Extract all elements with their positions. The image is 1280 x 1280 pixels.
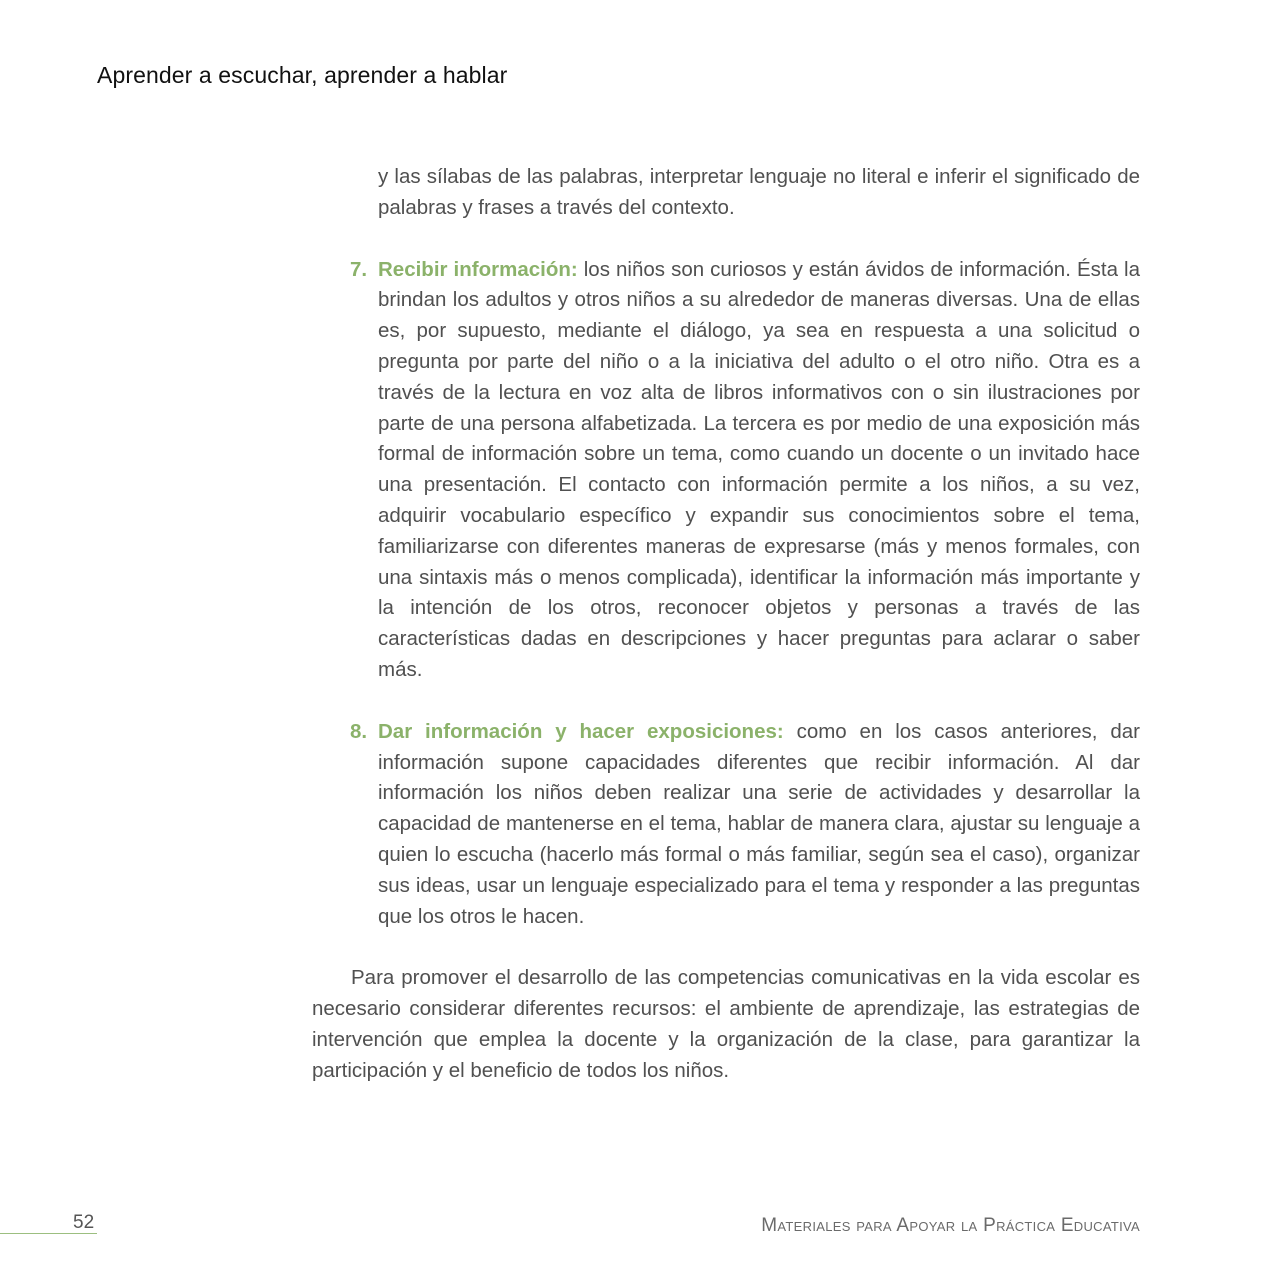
list-text: los niños son curiosos y están ávidos de información. Ésta la brindan los adultos y otros niños a su alrededor de maneras diversas. Una de ellas es, por supuesto, mediante el diálogo, ya sea en respuesta a una solicitud o pregunta por parte del niño o a la iniciativa del adulto o el otro niño. Otra es a través de la lectura en voz alta de libros informativos con o sin ilustraciones por parte de una persona alfabetizada. La tercera es por medio de una exposición más formal de información sobre un tema, como cuando un docente o un invitado hace una presentación. El contacto con información permite a los niños, a su vez, adquirir vocabulario específico y expandir sus conocimientos sobre el tema, familiarizarse con diferentes maneras de expresarse (más y menos formales, con una sintaxis más o menos complicada), identificar la información más importante y la intención de los otros, reconocer objetos y personas a través de las características dadas en descripciones y hacer preguntas para aclarar o saber más. (378, 257, 1140, 681)
list-item-8 (312, 717, 1140, 933)
list-number: 7. (350, 257, 368, 281)
list-text: como en los casos anteriores, dar información supone capacidades diferentes que recibir información. Al dar información los niños deben realizar una serie de actividades y desarrollar la capacidad de mantenerse en el tema, hablar de manera clara, ajustar su lenguaje a quien lo escucha (hacerlo más formal o más familiar, según sea el caso), organizar sus ideas, usar un lenguaje especializado para el tema y responder a las preguntas que los otros le hacen. (378, 719, 1140, 928)
page-content (312, 162, 1140, 1087)
list-term: Dar información y hacer exposiciones: (378, 719, 784, 743)
list-term: Recibir información: (378, 257, 578, 281)
list-number: 8. (350, 719, 368, 743)
footer-series-title: Materiales para Apoyar la Práctica Educativa (761, 1215, 1140, 1236)
list-item-7 (312, 255, 1140, 686)
closing-paragraph: Para promover el desarrollo de las competencias comunicativas en la vida escolar es necesario considerar diferentes recursos: el ambiente de aprendizaje, las estrategias de intervención que emplea la docente y la organización de la clase, para garantizar la participación y el beneficio de todos los niños. (312, 966, 1140, 1082)
continued-paragraph: y las sílabas de las palabras, interpretar lenguaje no literal e inferir el significado de palabras y frases a través del contexto. (378, 165, 1140, 219)
running-header: Aprender a escuchar, aprender a hablar (97, 62, 508, 88)
page-number: 52 (73, 1212, 95, 1233)
